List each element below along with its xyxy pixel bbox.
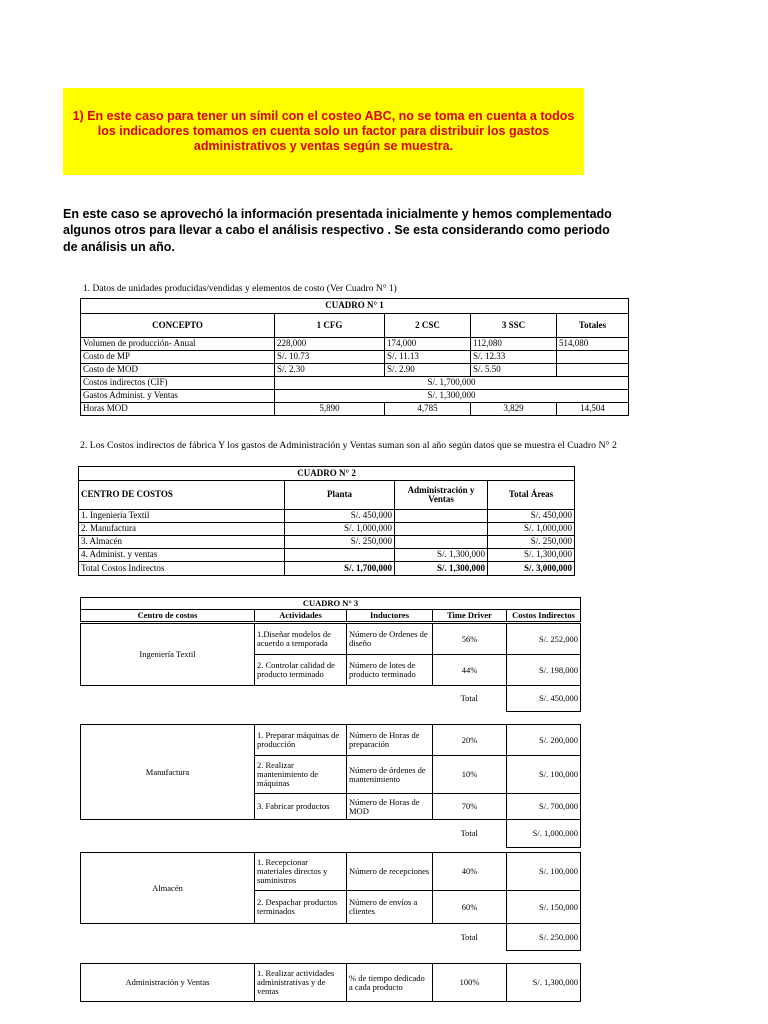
cost-cell: S/. 198,000 (507, 655, 581, 686)
header-actividades: Actividades (255, 610, 347, 622)
table-cell: S/. 250,000 (285, 536, 395, 549)
table-cell (285, 549, 395, 562)
activity-cell: 1. Recepcionar materiales directos y suministros (255, 853, 347, 891)
table-cell: 1. Ingeniería Textil (79, 510, 285, 523)
group-name: Ingeniería Textil (81, 624, 255, 686)
table-cell: 14,504 (557, 403, 629, 416)
cost-cell: S/. 200,000 (507, 725, 581, 756)
cuadro-1-table (80, 298, 629, 416)
inductor-cell: Número de Horas de preparación (347, 725, 433, 756)
section2-caption: 2. Los Costos indirectos de fábrica Y los gastos de Administración y Ventas suman son al año según datos que se muestra el Cuadro N° 2 (80, 440, 617, 451)
total-value: S/. 1,000,000 (507, 820, 581, 848)
table-cell: Horas MOD (81, 403, 275, 416)
table-cell: 514,080 (557, 338, 629, 351)
activity-cell: 1. Preparar máquinas de producción (255, 725, 347, 756)
inductor-cell: Número de órdenes de mantenimiento (347, 756, 433, 794)
table-cell: 112,080 (471, 338, 557, 351)
table-cell (395, 536, 488, 549)
table-cell: 228,000 (275, 338, 385, 351)
cuadro-3-title: CUADRO N° 3 (81, 598, 581, 610)
table-cell: S/. 1,000,000 (488, 523, 575, 536)
inductor-cell: Número de Horas de MOD (347, 794, 433, 820)
table-cell (557, 351, 629, 364)
table-cell: S/. 1,300,000 (275, 390, 629, 403)
header-3ssc: 3 SSC (471, 314, 557, 338)
activity-cell: 2. Controlar calidad de producto terminado (255, 655, 347, 686)
group-ingenieria-textil (80, 623, 581, 712)
table-cell: S/. 250,000 (488, 536, 575, 549)
table-cell: S/. 450,000 (285, 510, 395, 523)
inductor-cell: % de tiempo dedicado a cada producto (347, 964, 433, 1002)
activity-cell: 1.Diseñar modelos de acuerdo a temporada (255, 624, 347, 655)
inductor-cell: Número de Ordenes de diseño (347, 624, 433, 655)
intro-paragraph: En este caso se aprovechó la información presentada inicialmente y hemos complementado algunos otros para llevar a cabo el análisis respectivo . Se esta considerando como periodo de análisis un año. (63, 207, 612, 254)
table-cell (395, 523, 488, 536)
total-value: S/. 250,000 (507, 924, 581, 951)
table-cell: Costo de MOD (81, 364, 275, 377)
activity-cell: 2. Realizar mantenimiento de máquinas (255, 756, 347, 794)
table-cell: S/. 450,000 (488, 510, 575, 523)
table-cell: S/. 1,300,000 (395, 562, 488, 576)
table-cell: S/. 1,000,000 (285, 523, 395, 536)
section1-caption: 1. Datos de unidades producidas/vendidas y elementos de costo (Ver Cuadro N° 1) (83, 284, 397, 294)
driver-cell: 40% (433, 853, 507, 891)
group-almacen (80, 852, 581, 951)
header-totales: Totales (557, 314, 629, 338)
table-cell: 5,890 (275, 403, 385, 416)
table-cell (395, 510, 488, 523)
table-cell: S/. 1,700,000 (275, 377, 629, 390)
table-cell: S/. 11.13 (385, 351, 471, 364)
cuadro-2-title: CUADRO N° 2 (79, 467, 575, 481)
highlight-note: 1) En este caso para tener un símil con el costeo ABC, no se toma en cuenta a todos los indicadores tomamos en cuenta solo un factor para distribuir los gastos administrativos y ventas según se muestra. (63, 88, 584, 175)
inductor-cell: Número de recepciones (347, 853, 433, 891)
header-adm-ventas: Administración y Ventas (395, 481, 488, 510)
table-cell: 4,785 (385, 403, 471, 416)
header-planta: Planta (285, 481, 395, 510)
cost-cell: S/. 150,000 (507, 891, 581, 924)
total-value: S/. 450,000 (507, 686, 581, 712)
inductor-cell: Número de lotes de producto terminado (347, 655, 433, 686)
table-cell: Total Costos Indirectos (79, 562, 285, 576)
group-name: Manufactura (81, 725, 255, 820)
driver-cell: 70% (433, 794, 507, 820)
table-cell: S/. 3,000,000 (488, 562, 575, 576)
cuadro-2-table (78, 466, 575, 576)
group-administracion-ventas (80, 963, 581, 1002)
table-cell: S/. 2.90 (385, 364, 471, 377)
table-cell: S/. 10.73 (275, 351, 385, 364)
total-label: Total (460, 828, 478, 839)
activity-cell: 2. Despachar productos terminados (255, 891, 347, 924)
header-2csc: 2 CSC (385, 314, 471, 338)
header-inductores: Inductores (347, 610, 433, 622)
table-cell: 3. Almacén (79, 536, 285, 549)
table-cell: S/. 1,300,000 (395, 549, 488, 562)
group-name: Administración y Ventas (81, 964, 255, 1002)
header-concepto: CONCEPTO (81, 314, 275, 338)
table-cell: 2. Manufactura (79, 523, 285, 536)
table-cell: Costo de MP (81, 351, 275, 364)
cuadro-3-header (80, 597, 581, 622)
table-cell: S/. 5.50 (471, 364, 557, 377)
cost-cell: S/. 100,000 (507, 853, 581, 891)
group-manufactura (80, 724, 581, 848)
group-name: Almacén (81, 853, 255, 924)
driver-cell: 20% (433, 725, 507, 756)
table-cell: S/. 12.33 (471, 351, 557, 364)
driver-cell: 10% (433, 756, 507, 794)
total-label: Total (460, 931, 478, 942)
cost-cell: S/. 100,000 (507, 756, 581, 794)
table-cell: Volumen de producción- Anual (81, 338, 275, 351)
driver-cell: 56% (433, 624, 507, 655)
header-centro-costos: CENTRO DE COSTOS (79, 481, 285, 510)
table-cell: S/. 2.30 (275, 364, 385, 377)
table-cell: Gastos Administ. y Ventas (81, 390, 275, 403)
total-label: Total (460, 693, 478, 704)
table-cell: S/. 1,300,000 (488, 549, 575, 562)
activity-cell: 1. Realizar actividades administrativas y de ventas (255, 964, 347, 1002)
cost-cell: S/. 700,000 (507, 794, 581, 820)
activity-cell: 3. Fabricar productos (255, 794, 347, 820)
table-cell: S/. 1,700,000 (285, 562, 395, 576)
header-costos-indirectos: Costos Indirectos (507, 610, 581, 622)
driver-cell: 60% (433, 891, 507, 924)
cuadro-1-title: CUADRO N° 1 (81, 299, 629, 314)
header-1cfg: 1 CFG (275, 314, 385, 338)
cost-cell: S/. 1,300,000 (507, 964, 581, 1002)
table-cell: 3,829 (471, 403, 557, 416)
table-cell (557, 364, 629, 377)
table-cell: 174,000 (385, 338, 471, 351)
header-centro: Centro de costos (81, 610, 255, 622)
table-cell: 4. Administ. y ventas (79, 549, 285, 562)
table-cell: Costos indirectos (CIF) (81, 377, 275, 390)
header-total-areas: Total Áreas (488, 481, 575, 510)
inductor-cell: Número de envíos a clientes (347, 891, 433, 924)
driver-cell: 44% (433, 655, 507, 686)
header-time-driver: Time Driver (433, 610, 507, 622)
driver-cell: 100% (433, 964, 507, 1002)
cost-cell: S/. 252,000 (507, 624, 581, 655)
